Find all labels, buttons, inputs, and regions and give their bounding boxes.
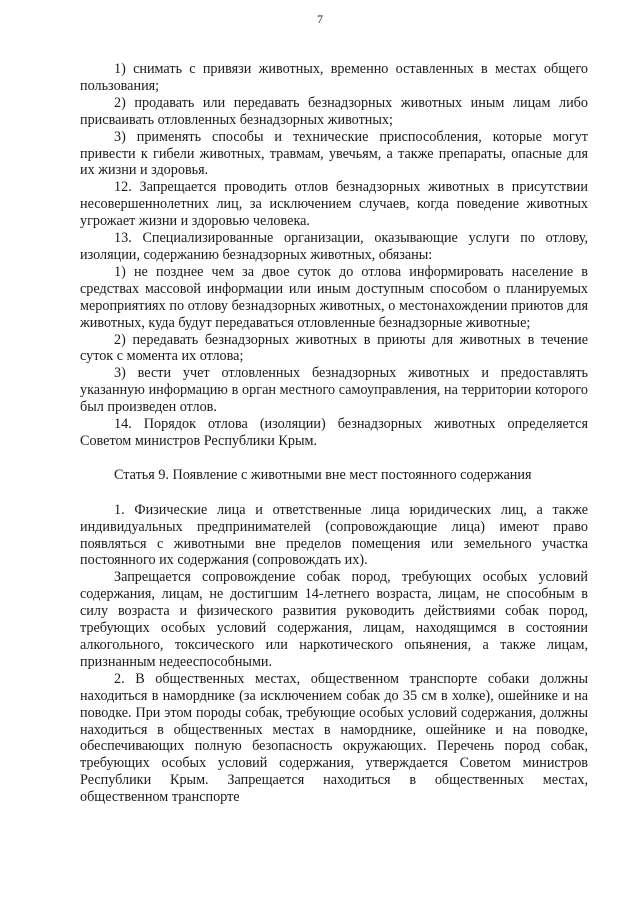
page-number: 7 <box>317 12 323 26</box>
paragraph-item-3: 3) применять способы и технические приспособления, которые могут привести к гибели животных, травмам, увечьям, а также препараты, опасные для их жизни и здоровья. <box>80 128 588 179</box>
article-heading: Статья 9. Появление с животными вне мест постоянного содержания <box>114 466 532 483</box>
paragraph-clause-14: 14. Порядок отлова (изоляции) безнадзорных животных определяется Советом министров Республики Крым. <box>80 416 588 449</box>
paragraph-item-2: 2) продавать или передавать безнадзорных животных иным лицам либо присваивать отловленных безнадзорных животных; <box>80 94 588 128</box>
paragraph-clause-13-item-3: 3) вести учет отловленных безнадзорных животных и предоставлять указанную информацию в орган местного самоуправления, на территории которого был произведен отлов. <box>80 365 588 416</box>
paragraph-clause-13: 13. Специализированные организации, оказывающие услуги по отлову, изоляции, содержанию безнадзорных животных, обязаны: <box>80 230 588 263</box>
paragraph-article9-clause-2: 2. В общественных местах, общественном транспорте собаки должны находиться в наморднике (за исключением собак до 35 см в холке), ошейнике и на поводке. При этом породы собак, требующие особых условий содержания, должны находиться в общественных местах в наморднике, ошейнике и на поводке, обеспечивающих полную безопасность окружающих. Перечень пород собак, требующих особых условий содержания, утверждается Советом министров Республики Крым. Запрещается находиться в общественных местах, общественном транспорте <box>80 670 588 806</box>
paragraph-clause-12: 12. Запрещается проводить отлов безнадзорных животных в присутствии несовершеннолетних лиц, за исключением случаев, когда поведение животных угрожает жизни и здоровью человека. <box>80 179 588 230</box>
paragraph-article9-prohibition: Запрещается сопровождение собак пород, требующих особых условий содержания, лицам, не достигшим 14-летнего возраста, лицам, не способным в силу возраста и физического развития руководить действиями собак пород, требующих особых условий содержания, лицам, находящимся в состоянии алкогольного, токсического или наркотического опьянения, а также лицам, признанным недееспособными. <box>80 569 588 670</box>
paragraph-clause-13-item-2: 2) передавать безнадзорных животных в приюты для животных в течение суток с момента их отлова; <box>80 331 588 365</box>
paragraph-clause-13-item-1: 1) не позднее чем за двое суток до отлова информировать население в средствах массовой информации или иным доступным способом о планируемых мероприятиях по отлову безнадзорных животных, о местонахождении приютов для животных, куда будут передаваться отловленные безнадзорные животные; <box>80 263 588 331</box>
document-body <box>80 61 588 806</box>
paragraph-article9-clause-1: 1. Физические лица и ответственные лица юридических лиц, а также индивидуальных предпринимателей (сопровождающие лица) имеют право появляться с животными вне пределов помещения или земельного участка постоянного их содержания (сопровождать их). <box>80 501 588 569</box>
paragraph-item-1: 1) снимать с привязи животных, временно оставленных в местах общего пользования; <box>80 61 588 94</box>
